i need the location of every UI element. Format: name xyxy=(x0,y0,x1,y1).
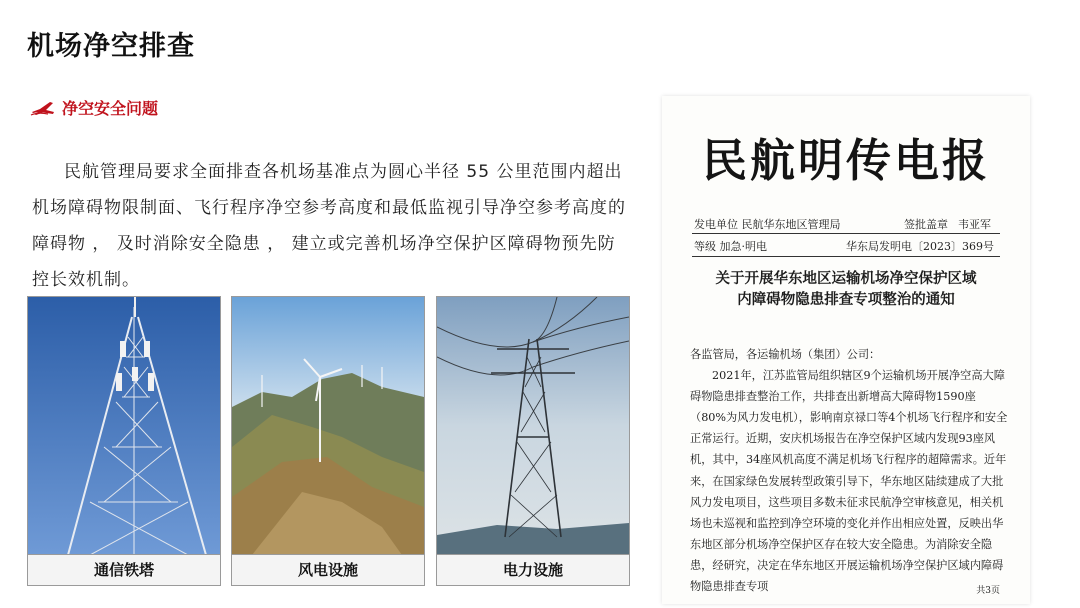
photo-caption: 风电设施 xyxy=(232,554,424,585)
document-rule xyxy=(692,256,1000,257)
section-header xyxy=(30,96,158,119)
document-rule xyxy=(692,233,1000,234)
photo-card-telecom-tower xyxy=(27,296,221,586)
document-number: 华东局发明电〔2023〕369号 xyxy=(846,240,994,253)
document-paragraph: 2021年，江苏监管局组织辖区9个运输机场开展净空高大障碍物隐患排查整治工作，共排查出新增高大障碍物1590座（80%为风力发电机），影响南京禄口等4个机场飞行程序和安全正常运行。近期，安庆机场报告在净空保护区域内发现93座风机，其中，34座风机高度不满足机场飞行程序的超障需求。近年来，在国家绿色发展转型政策引导下，华东地区陆续建成了大批风力发电项目，这些项目多数未征求民航净空审核意见，相关机场也未巡视和监控到净空环境的变化并作出相应处置，反映出华东地区部分机场净空保护区存在较大安全隐患。为消除安全隐患，经研究，决定在华东地区开展运输机场净空保护区域内障碍物隐患排查专项 xyxy=(690,369,1008,594)
document-masthead: 民航明传电报 xyxy=(702,134,991,187)
power-pylon-image xyxy=(437,297,629,555)
signer-label: 签批盖章 xyxy=(904,218,948,231)
document-salutation: 各监管局，各运输机场（集团）公司： xyxy=(690,348,881,361)
airplane-icon xyxy=(30,100,56,116)
photo-card-wind-turbines xyxy=(231,296,425,586)
document-body xyxy=(690,344,1008,597)
photo-caption: 电力设施 xyxy=(437,554,629,585)
document-heading-line1: 关于开展华东地区运输机场净空保护区域 xyxy=(715,270,977,287)
photo-caption: 通信铁塔 xyxy=(28,554,220,585)
document-heading-line2: 内障碍物隐患排查专项整治的通知 xyxy=(737,291,955,308)
telegram-document xyxy=(662,96,1030,604)
priority-label: 等级 加急·明电 xyxy=(694,240,767,253)
document-page-footer: 共3页 xyxy=(976,586,1000,596)
page-title: 机场净空排查 xyxy=(27,31,195,62)
issuer-label: 发电单位 民航华东地区管理局 xyxy=(694,218,841,231)
body-paragraph: 民航管理局要求全面排查各机场基准点为圆心半径 55 公里范围内超出机场障碍物限制面、飞行程序净空参考高度和最低监视引导净空参考高度的障碍物 ， 及时消除安全隐患 ， 建立或完善机场净空保护区障碍物预先防 控长效机制。 xyxy=(32,162,626,290)
photo-card-power-pylon xyxy=(436,296,630,586)
wind-turbine-image xyxy=(232,297,424,555)
telecom-tower-image xyxy=(28,297,220,555)
signer-name: 韦亚军 xyxy=(958,218,991,231)
section-title: 净空安全问题 xyxy=(62,99,159,118)
